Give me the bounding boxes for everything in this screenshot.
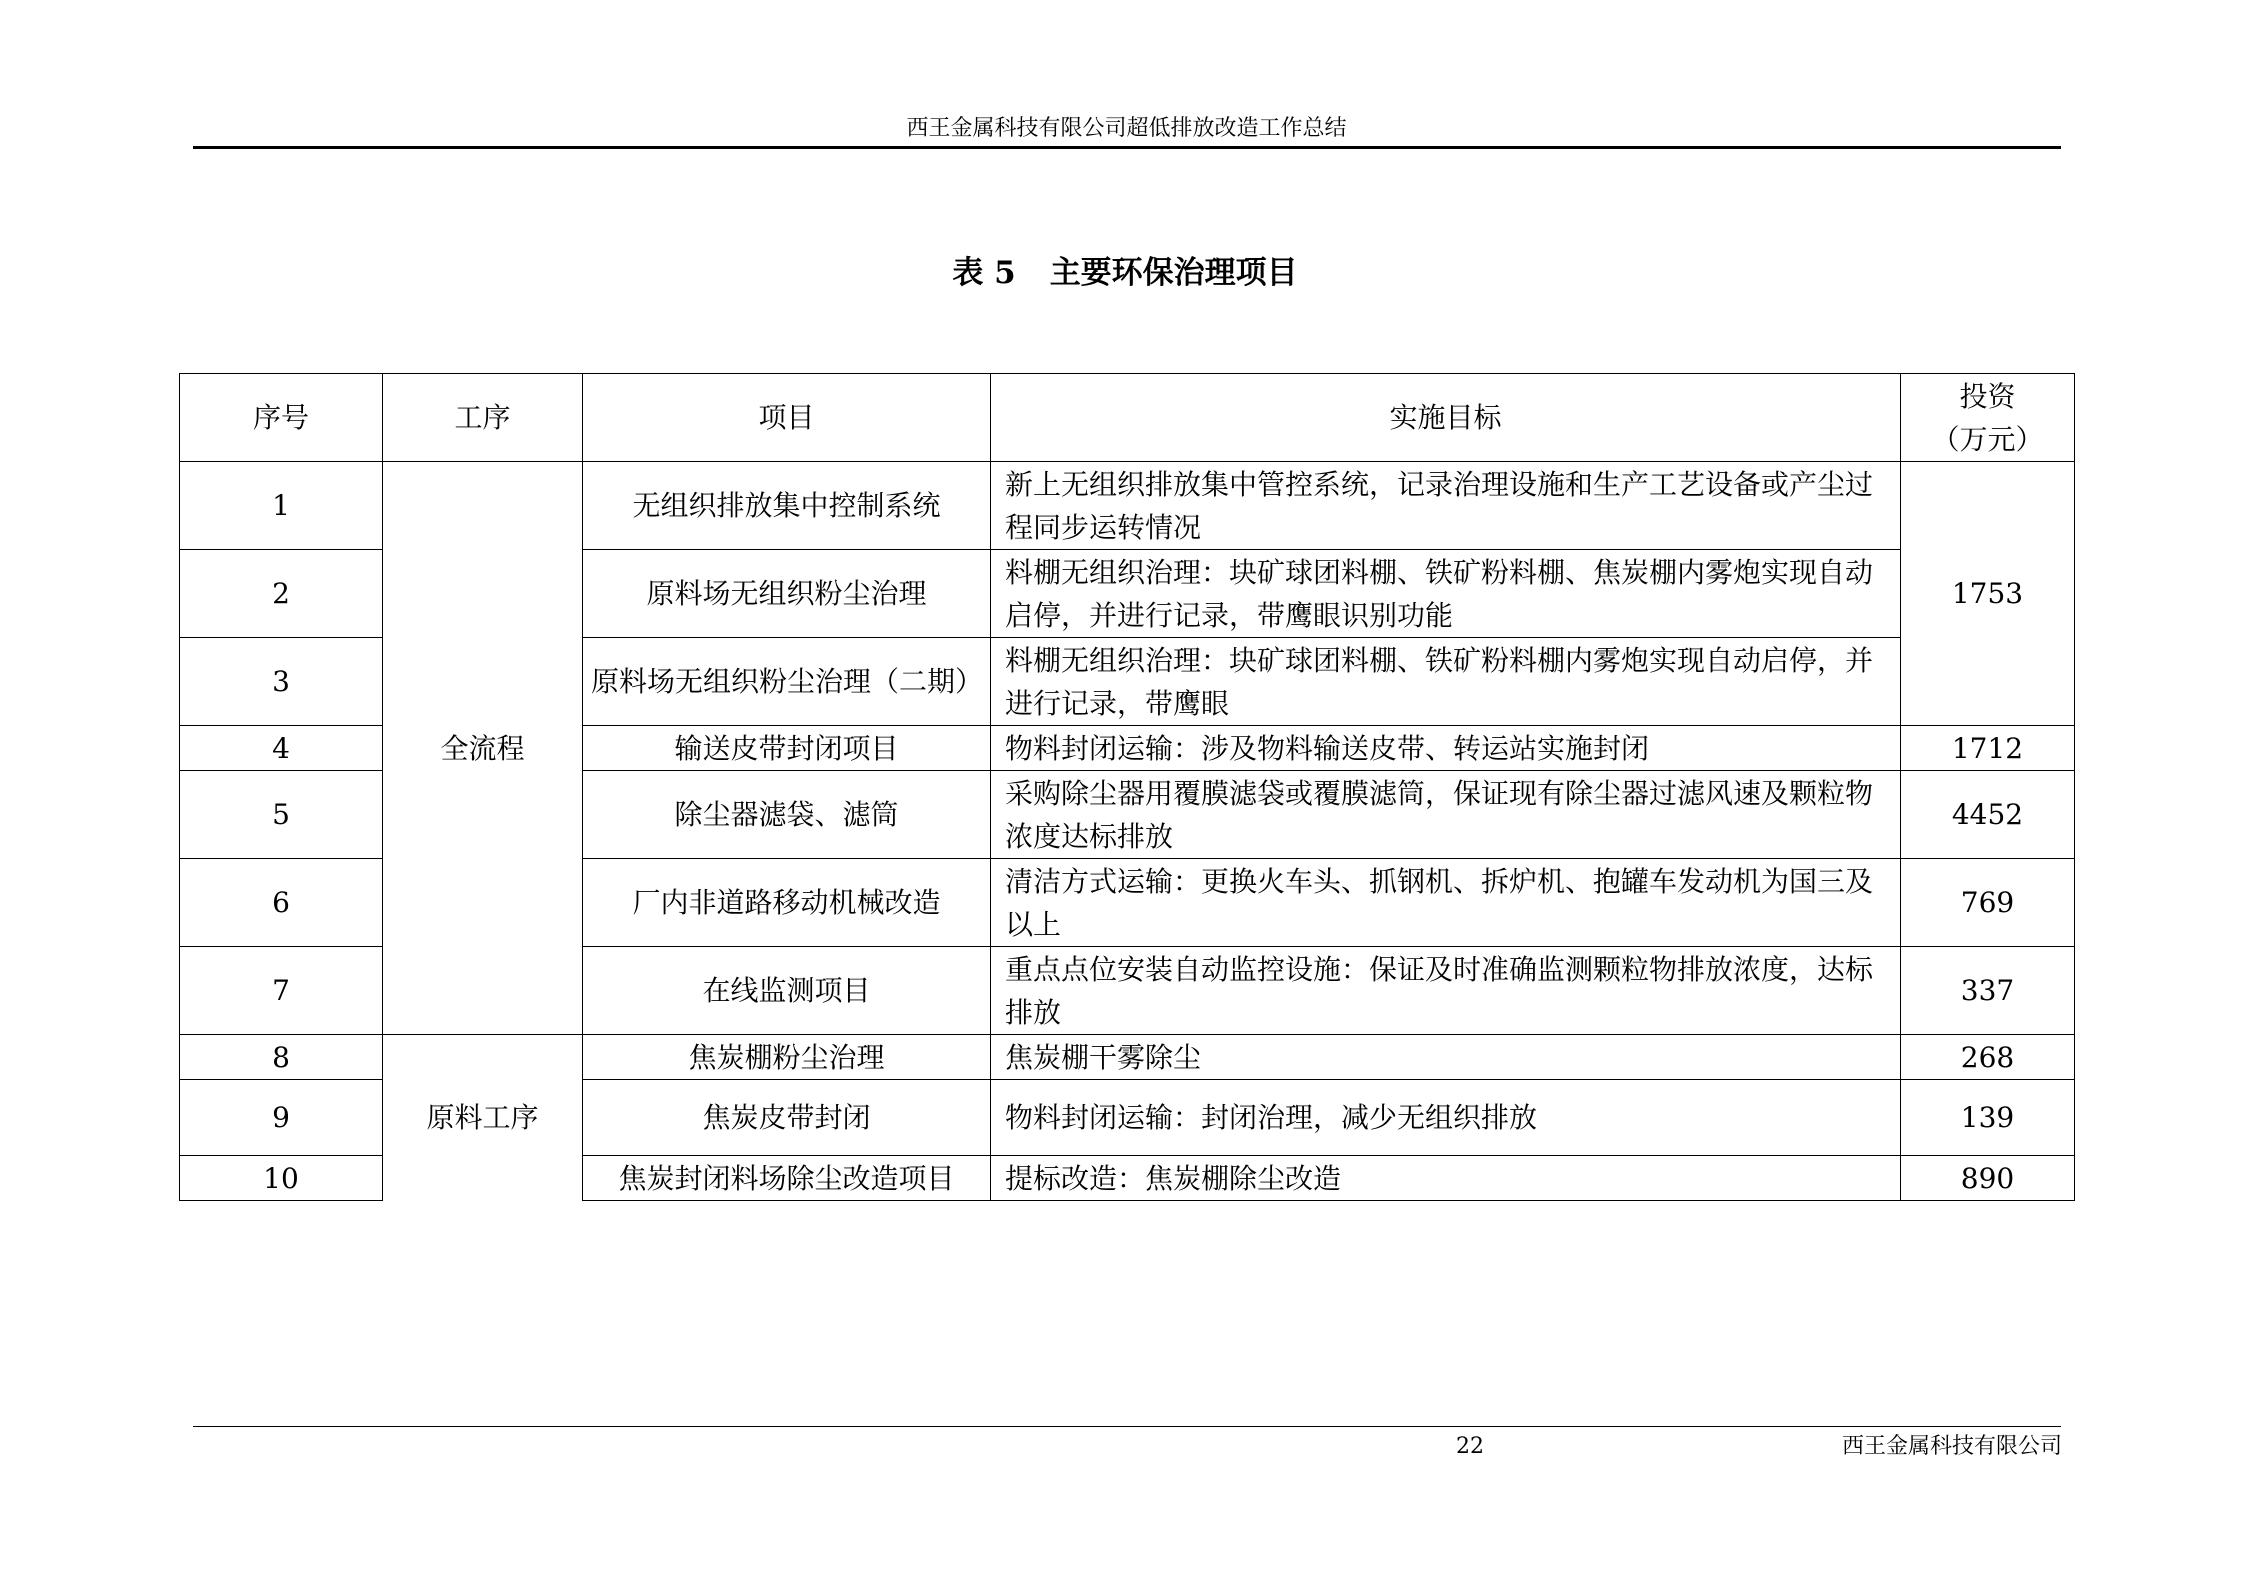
table-header-row xyxy=(180,374,2075,462)
item-cell: 厂内非道路移动机械改造 xyxy=(583,859,991,947)
seq-cell: 4 xyxy=(180,726,383,771)
item-cell: 在线监测项目 xyxy=(583,947,991,1035)
item-cell: 焦炭封闭料场除尘改造项目 xyxy=(583,1156,991,1201)
target-cell: 新上无组织排放集中管控系统，记录治理设施和生产工艺设备或产尘过程同步运转情况 xyxy=(991,462,1901,550)
target-cell: 焦炭棚干雾除尘 xyxy=(991,1035,1901,1080)
investment-cell: 268 xyxy=(1901,1035,2075,1080)
column-header-target: 实施目标 xyxy=(991,374,1901,462)
target-cell: 物料封闭运输：涉及物料输送皮带、转运站实施封闭 xyxy=(991,726,1901,771)
column-header-seq: 序号 xyxy=(180,374,383,462)
item-cell: 除尘器滤袋、滤筒 xyxy=(583,771,991,859)
column-header-process: 工序 xyxy=(383,374,583,462)
environmental-projects-table xyxy=(179,373,2075,1201)
seq-cell: 8 xyxy=(180,1035,383,1080)
investment-cell: 890 xyxy=(1901,1156,2075,1201)
investment-header-line2: （万元） xyxy=(1931,422,2044,456)
process-cell-raw-material: 原料工序 xyxy=(383,1035,583,1201)
page-number: 22 xyxy=(1456,1434,1484,1459)
investment-cell: 139 xyxy=(1901,1080,2075,1156)
investment-cell: 4452 xyxy=(1901,771,2075,859)
column-header-investment xyxy=(1901,374,2075,462)
seq-cell: 5 xyxy=(180,771,383,859)
table-number: 表 5 xyxy=(952,255,1016,291)
footer-company-name: 西王金属科技有限公司 xyxy=(1841,1434,2062,1459)
seq-cell: 1 xyxy=(180,462,383,550)
process-cell-whole: 全流程 xyxy=(383,462,583,1035)
seq-cell: 3 xyxy=(180,638,383,726)
target-cell: 提标改造：焦炭棚除尘改造 xyxy=(991,1156,1901,1201)
item-cell: 输送皮带封闭项目 xyxy=(583,726,991,771)
running-header: 西王金属科技有限公司超低排放改造工作总结 xyxy=(906,116,1347,141)
table-title xyxy=(180,250,2070,296)
investment-cell: 769 xyxy=(1901,859,2075,947)
table-title-text: 主要环保治理项目 xyxy=(1049,255,1298,291)
investment-header-line1: 投资 xyxy=(1959,379,2016,413)
seq-cell: 2 xyxy=(180,550,383,638)
target-cell: 物料封闭运输：封闭治理，减少无组织排放 xyxy=(991,1080,1901,1156)
item-cell: 原料场无组织粉尘治理 xyxy=(583,550,991,638)
target-cell: 料棚无组织治理：块矿球团料棚、铁矿粉料棚内雾炮实现自动启停，并进行记录，带鹰眼 xyxy=(991,638,1901,726)
seq-cell: 7 xyxy=(180,947,383,1035)
table-row xyxy=(180,462,2075,550)
investment-cell-merged: 1753 xyxy=(1901,462,2075,726)
investment-cell: 337 xyxy=(1901,947,2075,1035)
item-cell: 无组织排放集中控制系统 xyxy=(583,462,991,550)
table-row xyxy=(180,1035,2075,1080)
item-cell: 原料场无组织粉尘治理（二期） xyxy=(583,638,991,726)
target-cell: 料棚无组织治理：块矿球团料棚、铁矿粉料棚、焦炭棚内雾炮实现自动启停，并进行记录，带鹰眼识别功能 xyxy=(991,550,1901,638)
item-cell: 焦炭皮带封闭 xyxy=(583,1080,991,1156)
column-header-item: 项目 xyxy=(583,374,991,462)
item-cell: 焦炭棚粉尘治理 xyxy=(583,1035,991,1080)
investment-cell: 1712 xyxy=(1901,726,2075,771)
seq-cell: 9 xyxy=(180,1080,383,1156)
target-cell: 采购除尘器用覆膜滤袋或覆膜滤筒，保证现有除尘器过滤风速及颗粒物浓度达标排放 xyxy=(991,771,1901,859)
header-divider xyxy=(193,146,2061,149)
target-cell: 清洁方式运输：更换火车头、抓钢机、拆炉机、抱罐车发动机为国三及以上 xyxy=(991,859,1901,947)
seq-cell: 10 xyxy=(180,1156,383,1201)
seq-cell: 6 xyxy=(180,859,383,947)
footer-divider xyxy=(193,1426,2061,1427)
target-cell: 重点点位安装自动监控设施：保证及时准确监测颗粒物排放浓度，达标排放 xyxy=(991,947,1901,1035)
